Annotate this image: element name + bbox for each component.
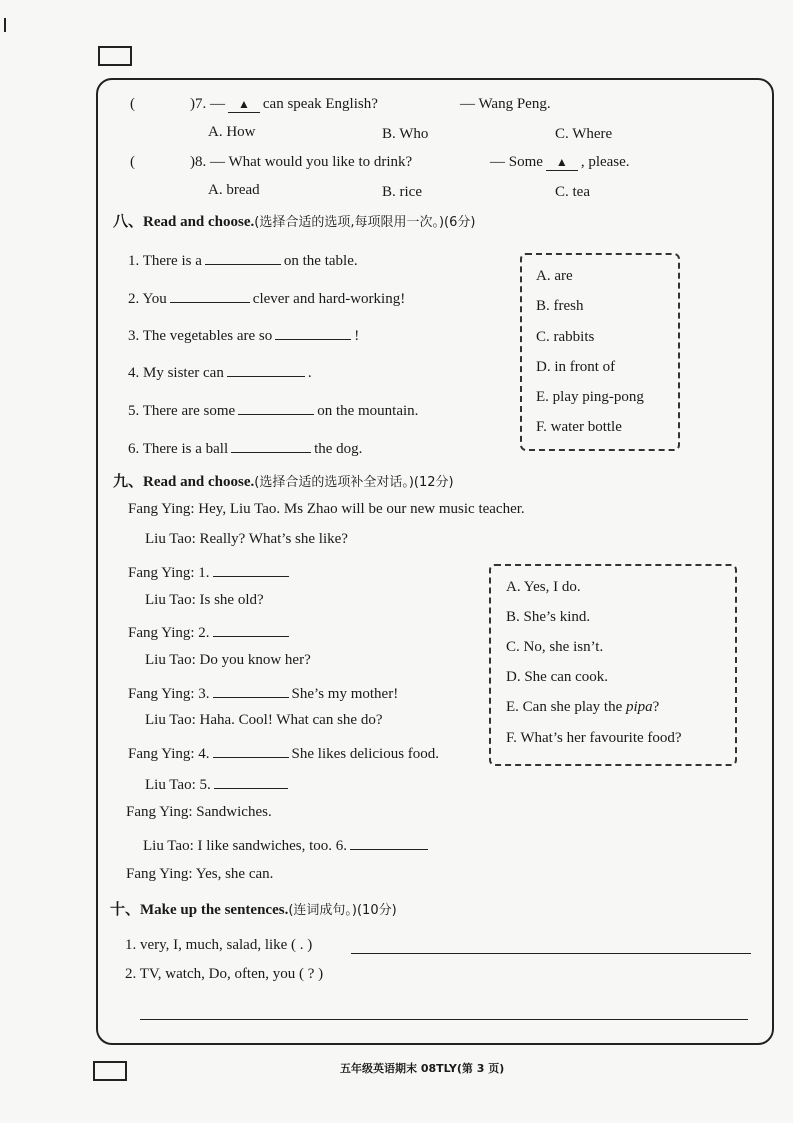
s8-item-4	[128, 362, 312, 382]
s9-option-e-italic: pipa	[625, 699, 653, 715]
section9-heading	[113, 470, 454, 491]
s8-option-d: D. in front of	[536, 359, 616, 375]
section8-title: 八、Read and choose.	[113, 214, 255, 230]
s9-option-b: B. She’s kind.	[506, 609, 591, 625]
q8-answer-post: , please.	[580, 154, 630, 170]
q8-option-a: A. bread	[208, 182, 260, 198]
section10-note: (连词成句。)(10分)	[288, 903, 397, 918]
speaker: Fang Ying:	[128, 565, 195, 581]
s10-item-2: 2. TV, watch, Do, often, you ( ? )	[125, 966, 324, 982]
speaker: Liu Tao:	[143, 838, 194, 854]
s8-item-1-post: on the table.	[283, 253, 358, 269]
dialogue-text-after: She’s my mother!	[291, 686, 399, 702]
dialogue-blank-1[interactable]	[213, 562, 289, 577]
s9-option-e-end: ?	[652, 699, 660, 715]
q8-paren: (	[130, 154, 135, 170]
q8-option-b: B. rice	[382, 184, 422, 200]
margin-mark	[4, 18, 6, 32]
dialogue-line-1	[128, 501, 525, 518]
dialogue-text: Yes, she can.	[195, 866, 274, 882]
s9-option-c: C. No, she isn’t.	[506, 639, 604, 655]
dialogue-text: I like sandwiches, too. 6.	[197, 838, 348, 854]
s9-option-f: F. What’s her favourite food?	[506, 730, 682, 746]
speaker: Liu Tao:	[145, 531, 196, 547]
speaker: Fang Ying:	[128, 625, 195, 641]
dialogue-line-2	[145, 531, 348, 548]
dialogue-text: 2.	[198, 625, 210, 641]
s8-item-6-pre: 6. There is a ball	[128, 441, 229, 457]
s8-item-3-pre: 3. The vegetables are so	[128, 328, 273, 344]
speaker: Fang Ying:	[128, 501, 195, 517]
speaker: Liu Tao:	[145, 592, 196, 608]
dialogue-text: 5.	[199, 777, 211, 793]
score-box-top	[98, 46, 132, 66]
speaker: Liu Tao:	[145, 777, 196, 793]
s8-item-2-pre: 2. You	[128, 291, 167, 307]
q8-answer-pre: — Some	[490, 154, 543, 170]
speaker: Liu Tao:	[145, 712, 196, 728]
dialogue-blank-6[interactable]	[350, 835, 428, 850]
s8-item-3	[128, 325, 359, 345]
dialogue-line-10	[145, 774, 291, 794]
s8-option-c: C. rabbits	[536, 329, 595, 345]
s8-item-6	[128, 438, 362, 458]
s8-item-3-blank[interactable]	[275, 325, 351, 340]
q7-option-c: C. Where	[555, 126, 613, 142]
s8-item-5	[128, 400, 418, 420]
q8-option-c: C. tea	[555, 184, 590, 200]
s8-item-1-pre: 1. There is a	[128, 253, 202, 269]
s8-option-a: A. are	[536, 268, 573, 284]
s9-option-e-text: E. Can she play the	[506, 699, 623, 715]
q7-blank[interactable]: ▲	[228, 97, 260, 113]
dialogue-line-5	[128, 622, 292, 642]
dialogue-text: Is she old?	[199, 592, 264, 608]
section8-note: (选择合适的选项,每项限用一次。)(6分)	[254, 215, 476, 230]
dialogue-line-8	[145, 712, 383, 729]
dialogue-line-9	[128, 743, 439, 763]
dialogue-line-7	[128, 683, 398, 703]
dialogue-text-after: She likes delicious food.	[291, 746, 440, 762]
dialogue-text: Haha. Cool! What can she do?	[199, 712, 383, 728]
s8-item-1-blank[interactable]	[205, 250, 281, 265]
q8-stem: )8. — What would you like to drink?	[190, 154, 413, 170]
speaker: Liu Tao:	[145, 652, 196, 668]
dialogue-line-13	[126, 866, 273, 883]
dialogue-line-12	[143, 835, 431, 855]
s8-item-5-post: on the mountain.	[317, 403, 419, 419]
speaker: Fang Ying:	[126, 866, 193, 882]
dialogue-line-4	[145, 592, 264, 609]
dialogue-text: 4.	[198, 746, 210, 762]
section8-heading	[113, 210, 475, 231]
dialogue-text: Sandwiches.	[196, 804, 272, 820]
page-footer: 五年级英语期末 08TLY(第 3 页)	[340, 1062, 505, 1075]
s10-item-1: 1. very, I, much, salad, like ( . )	[125, 937, 313, 953]
s8-option-e: E. play ping-pong	[536, 389, 644, 405]
q8-answer	[490, 154, 630, 171]
q7-option-a: A. How	[208, 124, 256, 140]
s8-item-2-blank[interactable]	[170, 288, 250, 303]
s8-item-5-pre: 5. There are some	[128, 403, 236, 419]
dialogue-text: Do you know her?	[199, 652, 311, 668]
s8-item-3-post: !	[354, 328, 360, 344]
dialogue-blank-5[interactable]	[214, 774, 288, 789]
s8-item-6-post: the dog.	[314, 441, 363, 457]
dialogue-line-3	[128, 562, 292, 582]
dialogue-line-6	[145, 652, 311, 669]
section10-title: 十、Make up the sentences.	[110, 902, 289, 918]
s8-item-4-post: .	[307, 365, 312, 381]
section10-heading	[110, 898, 397, 919]
q7-answer: — Wang Peng.	[460, 96, 551, 112]
s8-item-6-blank[interactable]	[231, 438, 311, 453]
q7-text: can speak English?	[262, 96, 378, 112]
q7-option-b: B. Who	[382, 126, 429, 142]
q8-blank[interactable]: ▲	[546, 155, 578, 171]
s8-item-2	[128, 288, 405, 308]
speaker: Fang Ying:	[128, 746, 195, 762]
s10-answer-line-1[interactable]	[351, 953, 751, 954]
dialogue-blank-2[interactable]	[213, 622, 289, 637]
s9-option-e	[506, 699, 659, 716]
score-box-bottom	[93, 1061, 127, 1081]
section9-title: 九、Read and choose.	[113, 474, 255, 490]
q7-number: )7. —	[190, 96, 225, 112]
s8-item-2-post: clever and hard-working!	[252, 291, 406, 307]
s8-item-4-blank[interactable]	[227, 362, 305, 377]
s8-item-1	[128, 250, 358, 270]
s9-option-a: A. Yes, I do.	[506, 579, 581, 595]
q7-paren: (	[130, 96, 135, 112]
q7-stem	[190, 96, 378, 113]
dialogue-text: 3.	[198, 686, 210, 702]
speaker: Fang Ying:	[126, 804, 193, 820]
dialogue-text: Really? What’s she like?	[199, 531, 348, 547]
s8-item-5-blank[interactable]	[238, 400, 314, 415]
dialogue-line-11	[126, 804, 272, 821]
dialogue-text: 1.	[198, 565, 210, 581]
dialogue-text: Hey, Liu Tao. Ms Zhao will be our new music teacher.	[198, 501, 525, 517]
s8-item-4-pre: 4. My sister can	[128, 365, 224, 381]
s8-option-f: F. water bottle	[536, 419, 622, 435]
s10-answer-line-2[interactable]	[140, 1019, 748, 1020]
section9-note: (选择合适的选项补全对话。)(12分)	[254, 475, 454, 490]
s8-option-b: B. fresh	[536, 298, 584, 314]
dialogue-blank-4[interactable]	[213, 743, 289, 758]
s9-option-d: D. She can cook.	[506, 669, 609, 685]
speaker: Fang Ying:	[128, 686, 195, 702]
dialogue-blank-3[interactable]	[213, 683, 289, 698]
